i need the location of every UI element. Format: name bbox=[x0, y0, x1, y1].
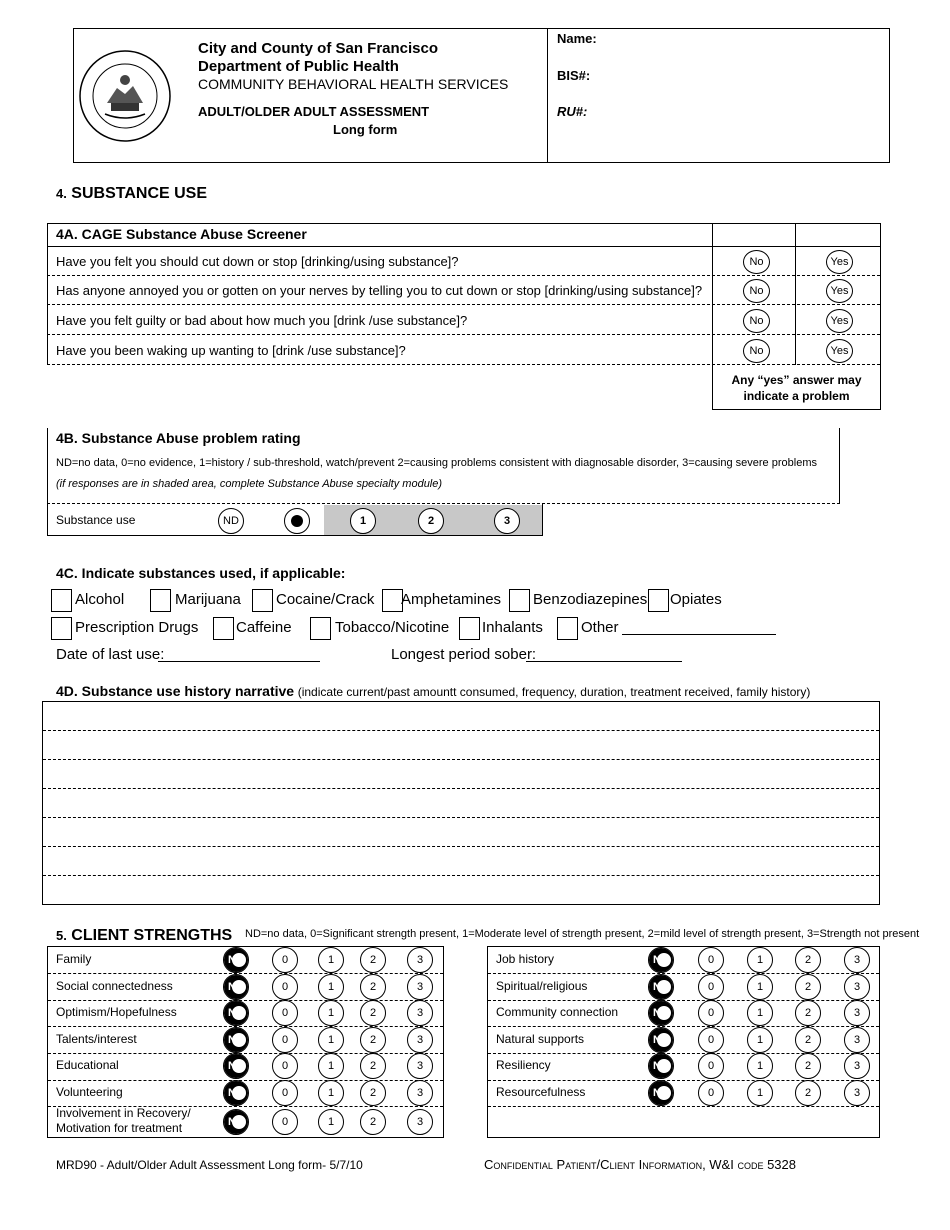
strength-option-0[interactable]: 0 bbox=[698, 1027, 724, 1053]
cage-yes-option[interactable]: Yes bbox=[826, 309, 853, 333]
date-last-use-input[interactable] bbox=[158, 661, 320, 662]
strength-label: Involvement in Recovery/ Motivation for treatment bbox=[56, 1106, 191, 1135]
rating-legend: ND=no data, 0=no evidence, 1=history / sub-threshold, watch/prevent 2=causing problems consistent with diagnosable disorder, 3=causing severe problems bbox=[56, 457, 817, 469]
name-label: Name: bbox=[557, 31, 597, 46]
strength-label: Community connection bbox=[496, 1005, 619, 1019]
form-subtitle: Long form bbox=[333, 122, 398, 137]
strength-option-nd[interactable]: ND bbox=[223, 1053, 249, 1079]
strength-option-1[interactable]: 1 bbox=[747, 1000, 773, 1026]
strength-option-2[interactable]: 2 bbox=[360, 1109, 386, 1135]
strength-option-3[interactable]: 3 bbox=[844, 1027, 870, 1053]
city-seal bbox=[77, 48, 173, 144]
longest-sober-label: Longest period sober: bbox=[391, 646, 537, 663]
strength-option-0[interactable]: 0 bbox=[698, 1080, 724, 1106]
strength-option-1[interactable]: 1 bbox=[747, 974, 773, 1000]
bis-label: BIS#: bbox=[557, 68, 591, 83]
cage-note: Any “yes” answer may indicate a problem bbox=[731, 373, 862, 403]
cage-question: Have you felt you should cut down or stop [drinking/using substance]? bbox=[56, 254, 459, 269]
checkbox-marijuana[interactable] bbox=[150, 589, 171, 612]
selected-dot-icon bbox=[291, 515, 303, 527]
section5-title: 5. CLIENT STRENGTHS bbox=[56, 927, 233, 944]
strength-option-0[interactable]: 0 bbox=[698, 1000, 724, 1026]
strength-option-2[interactable]: 2 bbox=[795, 1053, 821, 1079]
substance-label: Alcohol bbox=[75, 591, 125, 608]
strength-option-2[interactable]: 2 bbox=[795, 1000, 821, 1026]
rating-option-2[interactable]: 2 bbox=[418, 508, 444, 534]
date-last-use-label: Date of last use: bbox=[56, 646, 165, 663]
strength-option-nd[interactable]: ND bbox=[648, 947, 674, 973]
strength-option-1[interactable]: 1 bbox=[318, 1053, 344, 1079]
strength-label: Natural supports bbox=[496, 1032, 585, 1046]
strength-option-3[interactable]: 3 bbox=[844, 1053, 870, 1079]
cage-question: Have you felt guilty or bad about how much you [drink /use substance]? bbox=[56, 313, 468, 328]
rating-note: (if responses are in shaded area, complete Substance Abuse specialty module) bbox=[56, 478, 443, 490]
checkbox-benzodiazepines[interactable] bbox=[509, 589, 530, 612]
strength-option-nd[interactable]: ND bbox=[223, 1000, 249, 1026]
cage-question: Have you been waking up wanting to [drink /use substance]? bbox=[56, 343, 406, 358]
narrative-heading: 4D. Substance use history narrative (indicate current/past amountt consumed, frequency, duration, treatment received, family history) bbox=[56, 683, 811, 699]
strength-option-3[interactable]: 3 bbox=[407, 1080, 433, 1106]
substance-label: Caffeine bbox=[236, 619, 292, 636]
strength-option-nd[interactable]: ND bbox=[648, 1053, 674, 1079]
ru-label: RU#: bbox=[557, 104, 588, 119]
strength-option-3[interactable]: 3 bbox=[407, 1000, 433, 1026]
strength-option-3[interactable]: 3 bbox=[844, 1080, 870, 1106]
strength-option-3[interactable]: 3 bbox=[407, 1053, 433, 1079]
cage-no-option[interactable]: No bbox=[743, 279, 770, 303]
strength-option-nd[interactable]: ND bbox=[223, 947, 249, 973]
strength-label: Job history bbox=[496, 952, 555, 966]
substance-label: Amphetamines bbox=[401, 591, 502, 608]
strength-option-0[interactable]: 0 bbox=[272, 1027, 298, 1053]
strength-option-nd[interactable]: ND bbox=[648, 974, 674, 1000]
strength-option-1[interactable]: 1 bbox=[318, 1027, 344, 1053]
strength-label: Social connectedness bbox=[56, 979, 173, 993]
substance-label: Tobacco/Nicotine bbox=[335, 619, 450, 636]
cage-no-option[interactable]: No bbox=[743, 250, 770, 274]
footer-confidential: Confidential Patient/Client Information, W&I code 5328 bbox=[484, 1157, 796, 1172]
strength-label: Resourcefulness bbox=[496, 1085, 586, 1099]
substance-label: Inhalants bbox=[482, 619, 543, 636]
strength-option-3[interactable]: 3 bbox=[844, 947, 870, 973]
strengths-legend: ND=no data, 0=Significant strength present, 1=Moderate level of strength present, 2=mild level of strength present, 3=Strength not present bbox=[245, 928, 920, 940]
checkbox-prescription-drugs[interactable] bbox=[51, 617, 72, 640]
cage-yes-option[interactable]: Yes bbox=[826, 250, 853, 274]
cage-yes-option[interactable]: Yes bbox=[826, 339, 853, 363]
strength-option-3[interactable]: 3 bbox=[407, 974, 433, 1000]
division-name: COMMUNITY BEHAVIORAL HEALTH SERVICES bbox=[198, 76, 509, 92]
rating-option-nd[interactable]: ND bbox=[218, 508, 244, 534]
strength-option-2[interactable]: 2 bbox=[360, 1053, 386, 1079]
substance-label: Opiates bbox=[670, 591, 722, 608]
strength-option-2[interactable]: 2 bbox=[360, 1080, 386, 1106]
checkbox-caffeine[interactable] bbox=[213, 617, 234, 640]
checkbox-inhalants[interactable] bbox=[459, 617, 480, 640]
strength-label: Spiritual/religious bbox=[496, 979, 588, 993]
rating-option-3[interactable]: 3 bbox=[494, 508, 520, 534]
strength-option-3[interactable]: 3 bbox=[407, 1027, 433, 1053]
narrative-textarea[interactable] bbox=[42, 701, 880, 905]
strength-option-3[interactable]: 3 bbox=[407, 1109, 433, 1135]
strength-option-1[interactable]: 1 bbox=[747, 1080, 773, 1106]
strength-label: Volunteering bbox=[56, 1085, 123, 1099]
checkbox-tobacco[interactable] bbox=[310, 617, 331, 640]
strength-option-1[interactable]: 1 bbox=[318, 947, 344, 973]
strength-option-0[interactable]: 0 bbox=[272, 947, 298, 973]
substance-label: Cocaine/Crack bbox=[276, 591, 375, 608]
cage-heading: 4A. CAGE Substance Abuse Screener bbox=[56, 226, 307, 242]
strength-option-nd[interactable]: ND bbox=[223, 1080, 249, 1106]
strength-option-2[interactable]: 2 bbox=[795, 974, 821, 1000]
rating-option-1[interactable]: 1 bbox=[350, 508, 376, 534]
strength-option-1[interactable]: 1 bbox=[747, 1053, 773, 1079]
strength-label: Family bbox=[56, 952, 92, 966]
strength-option-1[interactable]: 1 bbox=[747, 1027, 773, 1053]
strength-option-0[interactable]: 0 bbox=[698, 947, 724, 973]
strength-option-3[interactable]: 3 bbox=[407, 947, 433, 973]
strength-option-1[interactable]: 1 bbox=[747, 947, 773, 973]
strength-option-nd[interactable]: ND bbox=[648, 1000, 674, 1026]
strength-option-0[interactable]: 0 bbox=[272, 1053, 298, 1079]
org-name: City and County of San Francisco bbox=[198, 40, 439, 57]
checkbox-alcohol[interactable] bbox=[51, 589, 72, 612]
rating-row-label: Substance use bbox=[56, 513, 136, 527]
strength-option-2[interactable]: 2 bbox=[360, 974, 386, 1000]
checkbox-other[interactable] bbox=[557, 617, 578, 640]
strength-option-0[interactable]: 0 bbox=[272, 1109, 298, 1135]
rating-option-0[interactable] bbox=[284, 508, 310, 534]
strength-option-1[interactable]: 1 bbox=[318, 1000, 344, 1026]
longest-sober-input[interactable] bbox=[526, 661, 682, 662]
cage-yes-option[interactable]: Yes bbox=[826, 279, 853, 303]
strength-option-0[interactable]: 0 bbox=[272, 974, 298, 1000]
strength-option-nd[interactable]: ND bbox=[648, 1080, 674, 1106]
rating-heading: 4B. Substance Abuse problem rating bbox=[56, 430, 301, 446]
strength-label: Resiliency bbox=[496, 1058, 551, 1072]
strength-option-2[interactable]: 2 bbox=[360, 1000, 386, 1026]
strength-option-1[interactable]: 1 bbox=[318, 1080, 344, 1106]
substance-label: Benzodiazepines bbox=[533, 591, 648, 608]
header-box bbox=[73, 28, 890, 163]
strength-option-2[interactable]: 2 bbox=[360, 1027, 386, 1053]
strength-label: Optimism/Hopefulness bbox=[56, 1005, 177, 1019]
strength-label: Talents/interest bbox=[56, 1032, 137, 1046]
strength-option-3[interactable]: 3 bbox=[844, 974, 870, 1000]
cage-no-option[interactable]: No bbox=[743, 309, 770, 333]
substance-label: Other bbox=[581, 619, 619, 636]
substances-heading: 4C. Indicate substances used, if applicable: bbox=[56, 565, 346, 581]
form-title: ADULT/OLDER ADULT ASSESSMENT bbox=[198, 104, 430, 119]
strength-option-nd[interactable]: ND bbox=[223, 974, 249, 1000]
strength-label: Educational bbox=[56, 1058, 119, 1072]
cage-question: Has anyone annoyed you or gotten on your nerves by telling you to cut down or stop [drinking/using substance]? bbox=[56, 283, 703, 298]
strength-option-nd[interactable]: ND bbox=[648, 1027, 674, 1053]
strength-option-2[interactable]: 2 bbox=[795, 947, 821, 973]
substance-label: Marijuana bbox=[175, 591, 241, 608]
strength-option-1[interactable]: 1 bbox=[318, 974, 344, 1000]
checkbox-amphetamines[interactable] bbox=[382, 589, 403, 612]
strength-option-nd[interactable]: ND bbox=[223, 1027, 249, 1053]
section4-title: 4. SUBSTANCE USE bbox=[56, 185, 208, 202]
strength-option-2[interactable]: 2 bbox=[795, 1080, 821, 1106]
strength-option-nd[interactable]: ND bbox=[223, 1109, 249, 1135]
strength-option-2[interactable]: 2 bbox=[795, 1027, 821, 1053]
strength-option-0[interactable]: 0 bbox=[698, 974, 724, 1000]
dept-name: Department of Public Health bbox=[198, 58, 399, 75]
header-divider bbox=[547, 28, 548, 163]
checkbox-cocaine[interactable] bbox=[252, 589, 273, 612]
substance-label: Prescription Drugs bbox=[75, 619, 199, 636]
checkbox-opiates[interactable] bbox=[648, 589, 669, 612]
strength-option-0[interactable]: 0 bbox=[272, 1000, 298, 1026]
strength-option-0[interactable]: 0 bbox=[272, 1080, 298, 1106]
strength-option-3[interactable]: 3 bbox=[844, 1000, 870, 1026]
strength-option-1[interactable]: 1 bbox=[318, 1109, 344, 1135]
strength-option-2[interactable]: 2 bbox=[360, 947, 386, 973]
strength-option-0[interactable]: 0 bbox=[698, 1053, 724, 1079]
footer-form-id: MRD90 - Adult/Older Adult Assessment Long form- 5/7/10 bbox=[56, 1158, 363, 1172]
other-substance-input[interactable] bbox=[622, 634, 776, 635]
cage-no-option[interactable]: No bbox=[743, 339, 770, 363]
